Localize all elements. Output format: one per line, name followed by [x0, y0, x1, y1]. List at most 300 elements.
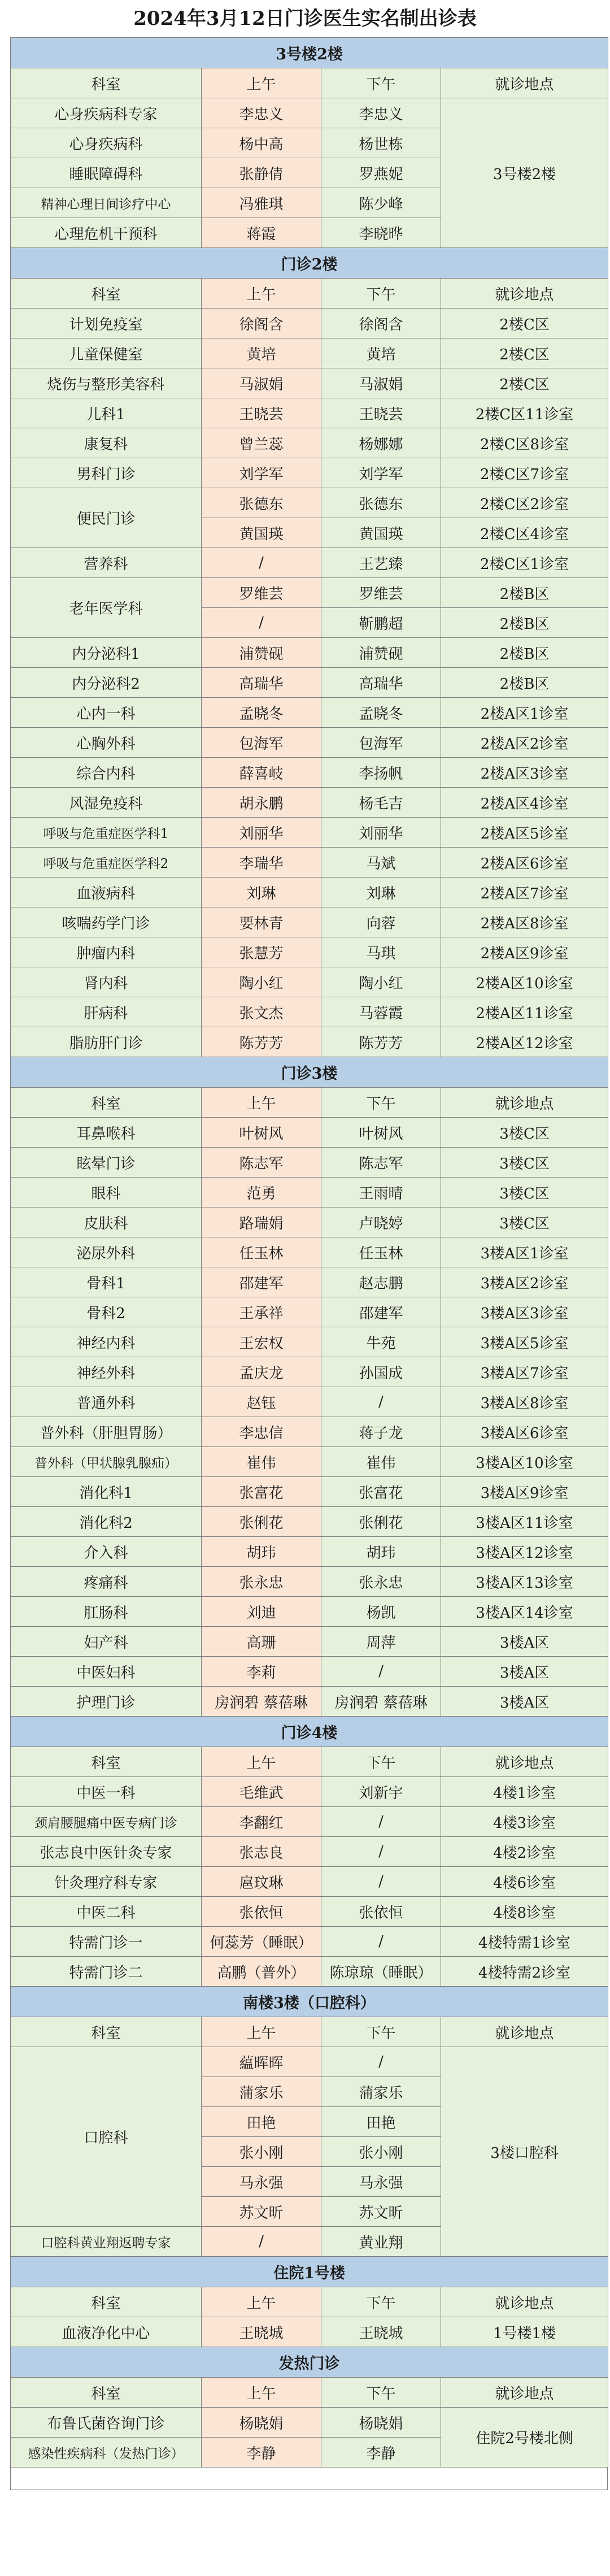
location-cell: 3楼C区 [441, 1178, 608, 1207]
dept-cell: 神经内科 [11, 1327, 202, 1357]
pm-doctor-cell: 浦赞砚 [321, 638, 441, 668]
location-cell: 3楼A区2诊室 [441, 1267, 608, 1297]
col-header-am: 上午 [202, 2287, 321, 2317]
location-cell: 4楼1诊室 [441, 1777, 608, 1807]
table-row [11, 1597, 608, 1627]
table-row [11, 937, 608, 967]
pm-doctor-cell: 苏文昕 [321, 2197, 441, 2227]
pm-doctor-cell: 王晓城 [321, 2317, 441, 2347]
location-cell: 2楼A区1诊室 [441, 698, 608, 728]
pm-doctor-cell: 陈芳芳 [321, 1027, 441, 1057]
location-cell: 3楼A区10诊室 [441, 1447, 608, 1477]
location-cell: 2楼A区5诊室 [441, 818, 608, 848]
section-title: 3号楼2楼 [11, 38, 608, 68]
dept-cell: 中医妇科 [11, 1657, 202, 1687]
col-header-dept: 科室 [11, 1088, 202, 1118]
location-cell: 2楼A区8诊室 [441, 907, 608, 937]
section-title: 门诊3楼 [11, 1057, 608, 1088]
table-row [11, 338, 608, 368]
location-cell: 2楼A区2诊室 [441, 728, 608, 758]
am-doctor-cell: 李莉 [202, 1657, 321, 1687]
location-cell: 2楼B区 [441, 608, 608, 638]
dept-cell: 口腔科 [11, 2047, 202, 2227]
dept-cell: 风湿免疫科 [11, 788, 202, 818]
am-doctor-cell: 苏文昕 [202, 2197, 321, 2227]
pm-doctor-cell: 蒋子龙 [321, 1417, 441, 1447]
dept-cell: 营养科 [11, 548, 202, 578]
am-doctor-cell: 李忠义 [202, 98, 321, 128]
table-row [11, 1118, 608, 1148]
pm-doctor-cell: 杨世栋 [321, 128, 441, 158]
table-row [11, 398, 608, 428]
pm-doctor-cell: 罗维芸 [321, 578, 441, 608]
location-cell: 2楼C区 [441, 309, 608, 338]
dept-cell: 咳喘药学门诊 [11, 907, 202, 937]
location-cell: 2楼A区3诊室 [441, 758, 608, 788]
dept-cell: 中医二科 [11, 1897, 202, 1927]
dept-cell: 神经外科 [11, 1357, 202, 1387]
table-row [11, 758, 608, 788]
am-doctor-cell: 曾兰蕊 [202, 428, 321, 458]
table-row [11, 728, 608, 758]
pm-doctor-cell: 李忠义 [321, 98, 441, 128]
dept-cell: 心内一科 [11, 698, 202, 728]
location-cell: 2楼C区 [441, 368, 608, 398]
am-doctor-cell: 张富花 [202, 1477, 321, 1507]
location-cell: 3楼A区13诊室 [441, 1567, 608, 1597]
table-row [11, 878, 608, 907]
pm-doctor-cell: 王晓芸 [321, 398, 441, 428]
am-doctor-cell: 孟庆龙 [202, 1357, 321, 1387]
am-doctor-cell: 李静 [202, 2438, 321, 2468]
table-row [11, 368, 608, 398]
am-doctor-cell: 崔伟 [202, 1447, 321, 1477]
am-doctor-cell: 冯雅琪 [202, 188, 321, 218]
am-doctor-cell: 徐阁含 [202, 309, 321, 338]
location-cell: 2楼A区12诊室 [441, 1027, 608, 1057]
am-doctor-cell: 毛维武 [202, 1777, 321, 1807]
pm-doctor-cell: 靳鹏超 [321, 608, 441, 638]
col-header-pm: 下午 [321, 2017, 441, 2047]
table-row [11, 997, 608, 1027]
am-doctor-cell: 包海军 [202, 728, 321, 758]
dept-cell: 肝病科 [11, 997, 202, 1027]
pm-doctor-cell: 卢晓婷 [321, 1207, 441, 1237]
pm-doctor-cell: 马斌 [321, 848, 441, 878]
pm-doctor-cell: 刘琳 [321, 878, 441, 907]
dept-cell: 骨科1 [11, 1267, 202, 1297]
location-cell: 3楼A区 [441, 1657, 608, 1687]
dept-cell: 普外科（甲状腺乳腺疝） [11, 1447, 202, 1477]
location-cell: 2楼A区6诊室 [441, 848, 608, 878]
am-doctor-cell: 藴晖晖 [202, 2047, 321, 2077]
dept-cell: 普外科（肝胆胃肠） [11, 1417, 202, 1447]
dept-cell: 精神心理日间诊疗中心 [11, 188, 202, 218]
pm-doctor-cell: 房润碧 蔡蓓琳 [321, 1687, 441, 1717]
dept-cell: 脂肪肝门诊 [11, 1027, 202, 1057]
am-doctor-cell: 高鹏（普外） [202, 1957, 321, 1987]
am-doctor-cell: 路瑞娟 [202, 1207, 321, 1237]
am-doctor-cell: 薛喜岐 [202, 758, 321, 788]
pm-doctor-cell: / [321, 2047, 441, 2077]
pm-doctor-cell: 罗燕妮 [321, 158, 441, 188]
am-doctor-cell: 张慧芳 [202, 937, 321, 967]
table-row [11, 1897, 608, 1927]
col-header-am: 上午 [202, 1747, 321, 1777]
location-cell: 2楼B区 [441, 638, 608, 668]
col-header-location: 就诊地点 [441, 68, 608, 98]
dept-cell: 内分泌科1 [11, 638, 202, 668]
pm-doctor-cell: 马淑娟 [321, 368, 441, 398]
table-row [11, 1777, 608, 1807]
section-header-row [11, 2257, 608, 2287]
dept-cell: 心胸外科 [11, 728, 202, 758]
am-doctor-cell: 张德东 [202, 488, 321, 518]
location-cell: 3楼A区14诊室 [441, 1597, 608, 1627]
table-row [11, 1417, 608, 1447]
am-doctor-cell: 黄国瑛 [202, 518, 321, 548]
am-doctor-cell: / [202, 548, 321, 578]
dept-cell: 烧伤与整形美容科 [11, 368, 202, 398]
table-row [11, 1627, 608, 1657]
pm-doctor-cell: / [321, 1657, 441, 1687]
dept-cell: 特需门诊二 [11, 1957, 202, 1987]
pm-doctor-cell: 包海军 [321, 728, 441, 758]
dept-cell: 呼吸与危重症医学科2 [11, 848, 202, 878]
location-cell: 2楼C区 [441, 338, 608, 368]
column-header-row [11, 68, 608, 98]
am-doctor-cell: 张小刚 [202, 2137, 321, 2167]
am-doctor-cell: 蒲家乐 [202, 2077, 321, 2107]
location-cell: 2楼C区11诊室 [441, 398, 608, 428]
column-header-row [11, 279, 608, 309]
table-row [11, 1927, 608, 1957]
location-cell: 3楼C区 [441, 1148, 608, 1178]
am-doctor-cell: 李翻红 [202, 1807, 321, 1837]
dept-cell: 消化科1 [11, 1477, 202, 1507]
col-header-location: 就诊地点 [441, 2378, 608, 2408]
pm-doctor-cell: 刘丽华 [321, 818, 441, 848]
table-row [11, 2047, 608, 2077]
dept-cell: 泌尿外科 [11, 1237, 202, 1267]
section-header-row [11, 2347, 608, 2378]
col-header-pm: 下午 [321, 2378, 441, 2408]
table-row [11, 548, 608, 578]
section-title: 门诊4楼 [11, 1717, 608, 1747]
table-row [11, 1237, 608, 1267]
table-row [11, 2408, 608, 2438]
pm-doctor-cell: 刘新宇 [321, 1777, 441, 1807]
col-header-dept: 科室 [11, 1747, 202, 1777]
table-row [11, 428, 608, 458]
am-doctor-cell: 李瑞华 [202, 848, 321, 878]
dept-cell: 妇产科 [11, 1627, 202, 1657]
am-doctor-cell: 浦赞砚 [202, 638, 321, 668]
table-row [11, 2317, 608, 2347]
am-doctor-cell: 任玉林 [202, 1237, 321, 1267]
am-doctor-cell: 要林青 [202, 907, 321, 937]
pm-doctor-cell: 赵志鹏 [321, 1267, 441, 1297]
pm-doctor-cell: 黄业翔 [321, 2227, 441, 2257]
location-cell: 2楼C区4诊室 [441, 518, 608, 548]
pm-doctor-cell: 陈志军 [321, 1148, 441, 1178]
location-cell: 3楼A区11诊室 [441, 1507, 608, 1537]
am-doctor-cell: / [202, 2227, 321, 2257]
pm-doctor-cell: 杨凯 [321, 1597, 441, 1627]
am-doctor-cell: 杨晓娟 [202, 2408, 321, 2438]
location-cell: 3楼A区8诊室 [441, 1387, 608, 1417]
table-row [11, 1807, 608, 1837]
table-row [11, 1387, 608, 1417]
pm-doctor-cell: 马永强 [321, 2167, 441, 2197]
am-doctor-cell: 陶小红 [202, 967, 321, 997]
pm-doctor-cell: 张俐花 [321, 1507, 441, 1537]
dept-cell: 男科门诊 [11, 458, 202, 488]
schedule-table [10, 37, 608, 2468]
location-cell: 3楼A区 [441, 1627, 608, 1657]
location-cell: 3楼A区7诊室 [441, 1357, 608, 1387]
table-row [11, 1327, 608, 1357]
am-doctor-cell: 王晓城 [202, 2317, 321, 2347]
col-header-am: 上午 [202, 279, 321, 309]
col-header-location: 就诊地点 [441, 279, 608, 309]
section-header-row [11, 1717, 608, 1747]
pm-doctor-cell: / [321, 1837, 441, 1867]
pm-doctor-cell: 李静 [321, 2438, 441, 2468]
column-header-row [11, 1088, 608, 1118]
dept-cell: 针灸理疗科专家 [11, 1867, 202, 1897]
location-cell: 2楼C区2诊室 [441, 488, 608, 518]
pm-doctor-cell: 张小刚 [321, 2137, 441, 2167]
am-doctor-cell: 马淑娟 [202, 368, 321, 398]
location-cell: 3楼口腔科 [441, 2047, 608, 2257]
pm-doctor-cell: 张富花 [321, 1477, 441, 1507]
pm-doctor-cell: 田艳 [321, 2107, 441, 2137]
pm-doctor-cell: 杨毛吉 [321, 788, 441, 818]
location-cell: 3楼A区12诊室 [441, 1537, 608, 1567]
table-bottom-filler [10, 2468, 608, 2490]
location-cell: 4楼特需1诊室 [441, 1927, 608, 1957]
dept-cell: 康复科 [11, 428, 202, 458]
dept-cell: 颈肩腰腿痛中医专病门诊 [11, 1807, 202, 1837]
col-header-pm: 下午 [321, 1747, 441, 1777]
dept-cell: 儿科1 [11, 398, 202, 428]
pm-doctor-cell: 杨晓娟 [321, 2408, 441, 2438]
dept-cell: 肿瘤内科 [11, 937, 202, 967]
column-header-row [11, 2017, 608, 2047]
am-doctor-cell: 张静倩 [202, 158, 321, 188]
dept-cell: 肛肠科 [11, 1597, 202, 1627]
am-doctor-cell: 刘丽华 [202, 818, 321, 848]
pm-doctor-cell: 张依恒 [321, 1897, 441, 1927]
location-cell: 3楼A区6诊室 [441, 1417, 608, 1447]
col-header-am: 上午 [202, 68, 321, 98]
dept-cell: 疼痛科 [11, 1567, 202, 1597]
pm-doctor-cell: 陈琼琼（睡眠） [321, 1957, 441, 1987]
am-doctor-cell: 胡永鹏 [202, 788, 321, 818]
dept-cell: 消化科2 [11, 1507, 202, 1537]
dept-cell: 综合内科 [11, 758, 202, 788]
am-doctor-cell: 叶树风 [202, 1118, 321, 1148]
dept-cell: 计划免疫室 [11, 309, 202, 338]
section-header-row [11, 1057, 608, 1088]
col-header-location: 就诊地点 [441, 2287, 608, 2317]
section-title: 门诊2楼 [11, 248, 608, 279]
col-header-location: 就诊地点 [441, 1747, 608, 1777]
pm-doctor-cell: 牛苑 [321, 1327, 441, 1357]
am-doctor-cell: 杨中高 [202, 128, 321, 158]
table-row [11, 967, 608, 997]
location-cell: 1号楼1楼 [441, 2317, 608, 2347]
col-header-pm: 下午 [321, 2287, 441, 2317]
am-doctor-cell: 刘学军 [202, 458, 321, 488]
table-row [11, 907, 608, 937]
dept-cell: 眼科 [11, 1178, 202, 1207]
location-cell: 3楼C区 [441, 1207, 608, 1237]
col-header-dept: 科室 [11, 2378, 202, 2408]
pm-doctor-cell: 张永忠 [321, 1567, 441, 1597]
location-cell: 2楼C区1诊室 [441, 548, 608, 578]
am-doctor-cell: 张依恒 [202, 1897, 321, 1927]
col-header-dept: 科室 [11, 2287, 202, 2317]
am-doctor-cell: 陈芳芳 [202, 1027, 321, 1057]
table-row [11, 818, 608, 848]
pm-doctor-cell: 马蓉霞 [321, 997, 441, 1027]
am-doctor-cell: 黄培 [202, 338, 321, 368]
table-row [11, 1567, 608, 1597]
pm-doctor-cell: / [321, 1867, 441, 1897]
table-row [11, 488, 608, 518]
dept-cell: 耳鼻喉科 [11, 1118, 202, 1148]
pm-doctor-cell: 黄国瑛 [321, 518, 441, 548]
dept-cell: 皮肤科 [11, 1207, 202, 1237]
pm-doctor-cell: 李晓晔 [321, 218, 441, 248]
am-doctor-cell: 赵钰 [202, 1387, 321, 1417]
table-row [11, 1687, 608, 1717]
table-row [11, 458, 608, 488]
dept-cell: 心身疾病科 [11, 128, 202, 158]
pm-doctor-cell: / [321, 1807, 441, 1837]
location-cell: 4楼特需2诊室 [441, 1957, 608, 1987]
dept-cell: 睡眠障碍科 [11, 158, 202, 188]
col-header-location: 就诊地点 [441, 1088, 608, 1118]
column-header-row [11, 2287, 608, 2317]
am-doctor-cell: 刘迪 [202, 1597, 321, 1627]
am-doctor-cell: 胡玮 [202, 1537, 321, 1567]
pm-doctor-cell: 高瑞华 [321, 668, 441, 698]
pm-doctor-cell: 崔伟 [321, 1447, 441, 1477]
dept-cell: 血液净化中心 [11, 2317, 202, 2347]
table-row [11, 578, 608, 608]
section-header-row [11, 248, 608, 279]
dept-cell: 呼吸与危重症医学科1 [11, 818, 202, 848]
table-row [11, 309, 608, 338]
dept-cell: 血液病科 [11, 878, 202, 907]
location-cell: 4楼8诊室 [441, 1897, 608, 1927]
am-doctor-cell: 高珊 [202, 1627, 321, 1657]
am-doctor-cell: 马永强 [202, 2167, 321, 2197]
location-cell: 3楼A区5诊室 [441, 1327, 608, 1357]
location-cell: 2楼A区4诊室 [441, 788, 608, 818]
am-doctor-cell: 张文杰 [202, 997, 321, 1027]
table-row [11, 1207, 608, 1237]
location-cell: 2楼A区7诊室 [441, 878, 608, 907]
dept-cell: 儿童保健室 [11, 338, 202, 368]
dept-cell: 普通外科 [11, 1387, 202, 1417]
am-doctor-cell: 王晓芸 [202, 398, 321, 428]
am-doctor-cell: 房润碧 蔡蓓琳 [202, 1687, 321, 1717]
pm-doctor-cell: / [321, 1927, 441, 1957]
dept-cell: 便民门诊 [11, 488, 202, 548]
table-row [11, 1957, 608, 1987]
location-cell: 3楼A区3诊室 [441, 1297, 608, 1327]
am-doctor-cell: 王宏权 [202, 1327, 321, 1357]
table-row [11, 848, 608, 878]
table-row [11, 1537, 608, 1567]
location-cell: 3楼A区 [441, 1687, 608, 1717]
dept-cell: 老年医学科 [11, 578, 202, 638]
table-row [11, 698, 608, 728]
location-cell: 2楼C区7诊室 [441, 458, 608, 488]
location-cell: 3楼C区 [441, 1118, 608, 1148]
section-title: 南楼3楼（口腔科） [11, 1987, 608, 2017]
am-doctor-cell: 何蕊芳（睡眠） [202, 1927, 321, 1957]
location-cell: 住院2号楼北侧 [441, 2408, 608, 2468]
table-row [11, 788, 608, 818]
dept-cell: 骨科2 [11, 1297, 202, 1327]
table-row [11, 1507, 608, 1537]
col-header-am: 上午 [202, 2378, 321, 2408]
table-row [11, 1297, 608, 1327]
col-header-dept: 科室 [11, 68, 202, 98]
am-doctor-cell: 王承祥 [202, 1297, 321, 1327]
dept-cell: 特需门诊一 [11, 1927, 202, 1957]
pm-doctor-cell: 刘学军 [321, 458, 441, 488]
dept-cell: 张志良中医针灸专家 [11, 1837, 202, 1867]
location-cell: 2楼B区 [441, 578, 608, 608]
location-cell: 2楼A区9诊室 [441, 937, 608, 967]
dept-cell: 内分泌科2 [11, 668, 202, 698]
section-title: 发热门诊 [11, 2347, 608, 2378]
location-cell: 4楼3诊室 [441, 1807, 608, 1837]
pm-doctor-cell: 任玉林 [321, 1237, 441, 1267]
pm-doctor-cell: 马琪 [321, 937, 441, 967]
col-header-pm: 下午 [321, 279, 441, 309]
table-row [11, 1178, 608, 1207]
pm-doctor-cell: 孟晓冬 [321, 698, 441, 728]
am-doctor-cell: 孟晓冬 [202, 698, 321, 728]
pm-doctor-cell: 孙国成 [321, 1357, 441, 1387]
dept-cell: 心理危机干预科 [11, 218, 202, 248]
location-cell: 2楼A区10诊室 [441, 967, 608, 997]
pm-doctor-cell: 黄培 [321, 338, 441, 368]
am-doctor-cell: 蒋霞 [202, 218, 321, 248]
table-row [11, 638, 608, 668]
am-doctor-cell: 田艳 [202, 2107, 321, 2137]
pm-doctor-cell: 胡玮 [321, 1537, 441, 1567]
section-header-row [11, 1987, 608, 2017]
am-doctor-cell: 张志良 [202, 1837, 321, 1867]
am-doctor-cell: 高瑞华 [202, 668, 321, 698]
dept-cell: 肾内科 [11, 967, 202, 997]
location-cell: 3楼A区1诊室 [441, 1237, 608, 1267]
am-doctor-cell: 范勇 [202, 1178, 321, 1207]
location-cell: 2楼C区8诊室 [441, 428, 608, 458]
dept-cell: 介入科 [11, 1537, 202, 1567]
table-row [11, 1357, 608, 1387]
am-doctor-cell: 扈玟琳 [202, 1867, 321, 1897]
am-doctor-cell: 邵建军 [202, 1267, 321, 1297]
